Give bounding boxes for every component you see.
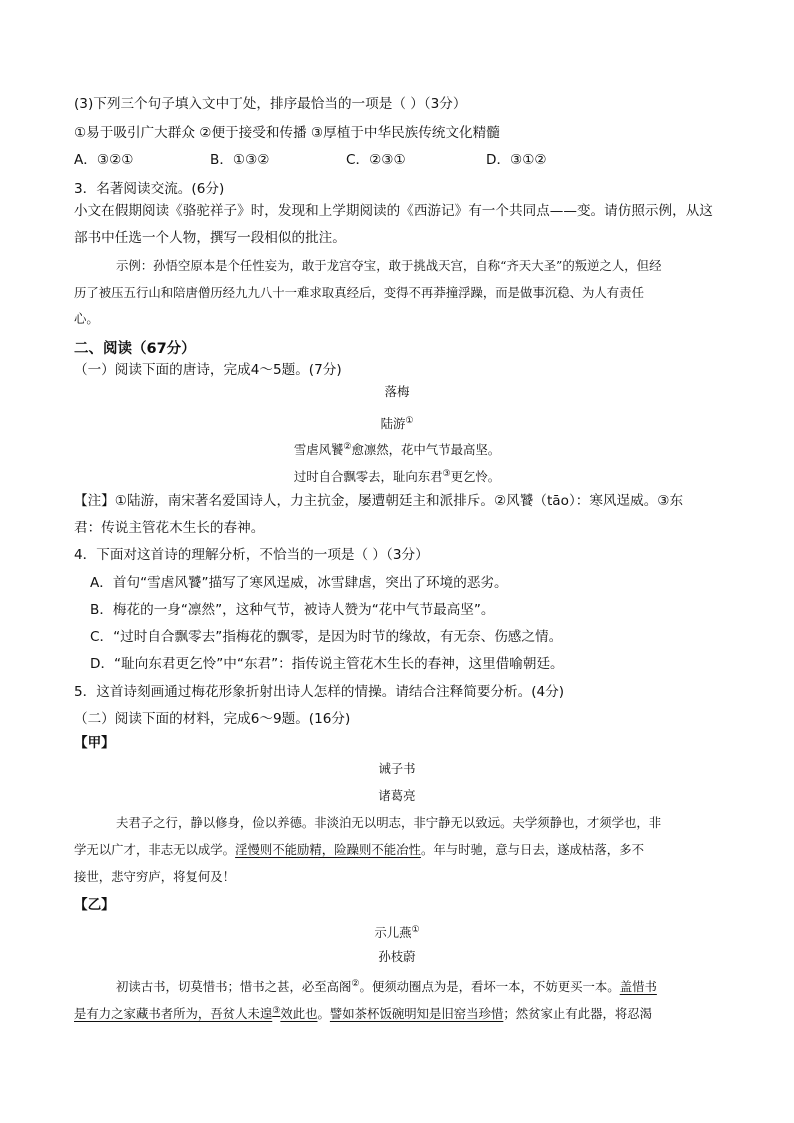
part1-heading: （一）阅读下面的唐诗，完成4～5题。(7分)	[74, 362, 342, 378]
poem-title: 落梅	[384, 384, 410, 399]
q4-option-d: D．“耻向东君更乞怜”中“东君”：指传说主管花木生长的春神，这里借喻朝廷。	[90, 656, 564, 672]
q3-sentences: ①易于吸引广大群众 ②便于接受和传播 ③厚植于中华民族传统文化精髓	[74, 125, 500, 141]
q5-stem: 5．这首诗刻画通过梅花形象折射出诗人怎样的情操。请结合注释简要分析。(4分)	[74, 684, 565, 700]
text-b-label: 【乙】	[74, 897, 115, 913]
q4-option-b: B．梅花的一身“凛然”，这种气节，被诗人赞为“花中气节最高坚”。	[90, 602, 495, 618]
example-line-1: 示例：孙悟空原本是个任性妄为，敢于龙宫夺宝，敢于挑战天宫，自称“齐天大圣”的叛逆之人，但经	[116, 258, 662, 273]
part2-heading: （二）阅读下面的材料，完成6～9题。(16分)	[74, 711, 351, 727]
text-a-label: 【甲】	[74, 735, 115, 751]
q3-stem: (3)下列三个句子填入文中丁处，排序最恰当的一项是（ ）（3分）	[74, 96, 467, 112]
poem-line-1: 雪虐风饕②愈凛然，花中气节最高坚。	[293, 442, 501, 458]
text-a-line-1: 夫君子之行，静以修身，俭以养德。非淡泊无以明志，非宁静无以致远。夫学须静也，才须学也，非	[116, 815, 662, 830]
text-b-line-1: 初读古书，切莫惜书；惜书之甚，必至高阁②。便须动圈点为是，看坏一本，不妨更买一本。盖惜书	[116, 979, 657, 995]
q4-option-c: C．“过时自合飘零去”指梅花的飘零，是因为时节的缘故，有无奈、伤感之情。	[90, 629, 563, 645]
notes-line-2: 君：传说主管花木生长的春神。	[74, 520, 265, 536]
example-line-2: 历了被压五行山和陪唐僧历经九九八十一难求取真经后，变得不再莽撞浮躁，而是做事沉稳、为人有责任	[74, 285, 644, 300]
q3-option-b: B．①③②	[210, 152, 270, 168]
section-heading: 二、阅读（67分）	[74, 341, 196, 357]
poem-author: 陆游①	[380, 416, 414, 432]
text-a-line-2: 学无以广才，非志无以成学。淫慢则不能励精，险躁则不能冶性。年与时驰，意与日去，遂成枯落，多不	[74, 842, 644, 857]
example-line-3: 心。	[74, 311, 99, 326]
notes-line-1: 【注】①陆游，南宋著名爱国诗人，力主抗金，屡遭朝廷主和派排斥。②风饕（tāo）：寒风逞威。③东	[74, 493, 684, 509]
text-a-line-3: 接世，悲守穷庐，将复何及！	[74, 869, 236, 884]
text-b-title: 示儿燕①	[374, 925, 420, 941]
poem-line-2: 过时自合飘零去，耻向东君③更乞怜。	[293, 469, 501, 485]
text-a-author: 诸葛亮	[378, 788, 416, 803]
text-a-title: 诫子书	[378, 761, 416, 776]
q3-option-a: A．③②①	[74, 152, 134, 168]
q3-books-title: 3．名著阅读交流。(6分)	[74, 181, 225, 197]
q3-books-prompt-2: 部书中任选一个人物，撰写一段相似的批注。	[74, 230, 346, 246]
q4-option-a: A．首句“雪虐风饕”描写了寒风逞威，冰雪肆虐，突出了环境的恶劣。	[90, 575, 508, 591]
q3-books-prompt-1: 小文在假期阅读《骆驼祥子》时，发现和上学期阅读的《西游记》有一个共同点——变。请仿照示例，从这	[74, 203, 713, 219]
text-b-line-2: 是有力之家藏书者所为，吾贫人未遑③效此也。譬如茶杯饭碗明知是旧窑当珍惜；然贫家止有此器，将忍渴	[74, 1006, 653, 1022]
q3-option-c: C．②③①	[346, 152, 406, 168]
text-b-author: 孙枝蔚	[378, 949, 416, 964]
q4-stem: 4．下面对这首诗的理解分析，不恰当的一项是（ ）（3分）	[74, 547, 429, 563]
q3-option-d: D．③①②	[486, 152, 547, 168]
